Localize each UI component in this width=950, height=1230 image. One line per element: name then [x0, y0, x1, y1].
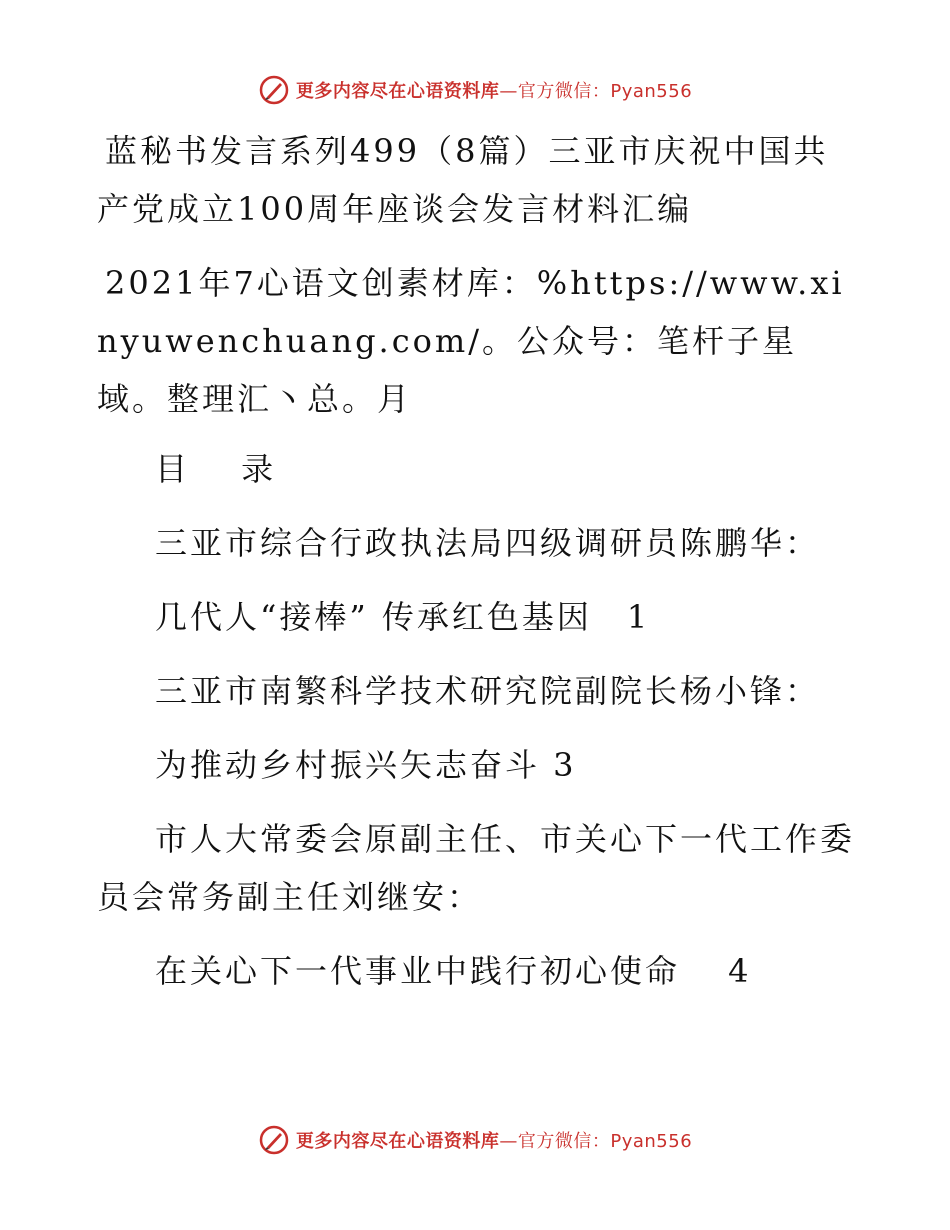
document-meta: 2021年7心语文创素材库：%https://www.xinyuwenchuang.com/。公众号：笔杆子星域。整理汇丶总。月 — [97, 264, 845, 418]
banner-text — [296, 77, 692, 103]
toc-heading: 目 录 — [155, 450, 296, 488]
header-banner — [0, 70, 950, 110]
banner-wechat-text: 官方微信：Pyan556 — [517, 81, 693, 102]
toc-item: 三亚市南繁科学技术研究院副院长杨小锋： — [155, 672, 821, 710]
document-body — [97, 122, 857, 1016]
banner-main-text: 更多内容尽在心语资料库 — [295, 1131, 500, 1152]
quill-pen-logo-icon — [258, 1124, 290, 1156]
document-title: 蓝秘书发言系列499（8篇）三亚市庆祝中国共产党成立100周年座谈会发言材料汇编 — [97, 132, 829, 228]
footer-banner — [0, 1120, 950, 1160]
banner-main-text: 更多内容尽在心语资料库 — [295, 81, 500, 102]
banner-wechat-text: 官方微信：Pyan556 — [517, 1131, 693, 1152]
toc-item: 为推动乡村振兴矢志奋斗 3 — [155, 746, 577, 784]
banner-dash: — — [499, 1131, 518, 1152]
toc-item: 三亚市综合行政执法局四级调研员陈鹏华： — [155, 524, 821, 562]
banner-text — [296, 1127, 692, 1153]
banner-dash: — — [499, 81, 518, 102]
toc-item: 在关心下一代事业中践行初心使命 4 — [155, 952, 752, 990]
toc-item: 几代人“接棒” 传承红色基因 1 — [155, 598, 651, 636]
toc-item: 市人大常委会原副主任、市关心下一代工作委员会常务副主任刘继安： — [97, 820, 856, 916]
quill-pen-logo-icon — [258, 74, 290, 106]
